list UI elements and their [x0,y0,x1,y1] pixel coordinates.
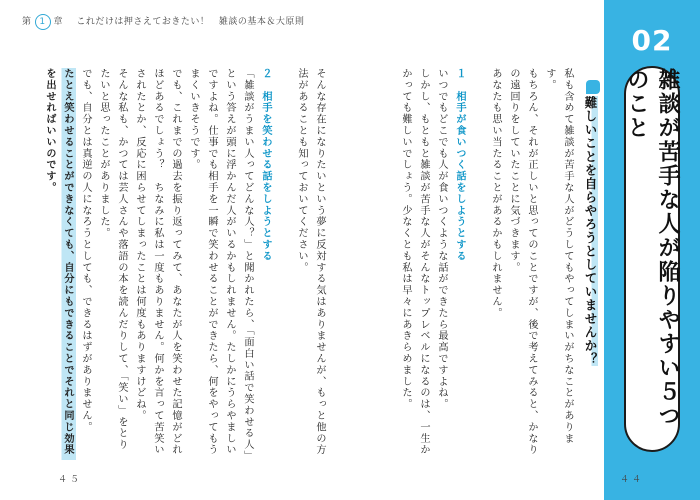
speech-bubble-icon [586,80,600,94]
paragraph: あなたも思い当たることがあるかもしれません。 [490,68,501,319]
paragraph: 「雑談がうまい人ってどんな人？」と聞かれたら、「面白い話で笑わせる人」という答えが頭に浮かんだ人がいるかもしれません。たしかにうらやましいですよね。仕事でも相手を一瞬で笑わせることができたら、何をやってもうまくいきそうです。 [188,68,253,457]
section-title: 雑談が苦手な人が陥りやすい５つのこと [624,68,680,428]
right-page-body [400,68,576,460]
left-page-body [38,68,328,460]
paragraph: でも、これまでの過去を振り返ってみて、あなたが人を笑わせた記憶がどれほどあるでしょう？ ちなみに私は一度もありません。何かを言って苦笑いされたとか、反応に困らせてしまったことは何度もありますけどね。 [134,68,181,456]
running-header [22,14,304,30]
paragraph: そんな存在になりたいという夢に反対する気はありませんが、もっと他の方法があることも知っておいてください。 [296,68,325,456]
paragraph: しかし、もともと雑談が苦手な人がそんなトップレベルになるのは、一生かかっても難しいでしょう。少なくとも私は早々にあきらめました。 [400,68,429,456]
section-number: 02 [631,24,673,57]
paragraph: そんな私も、かつては芸人さんや落語の本を読んだりして、「笑い」をとりたいと思ったことがありました。 [98,68,127,451]
section-title-box [624,66,680,452]
page-number-right: ４４ [620,475,645,485]
subheading-2: ２ 相手を笑わせる話をしようとする [260,68,271,262]
chapter-number: 1 [35,14,51,30]
paragraph: 私も含めて雑談が苦手な人がどうしてもやってしまいがちなことがあります。 [544,68,573,445]
chapter-title: これだけは押さえておきたい！ 雑談の基本＆大原則 [76,17,305,27]
section-heading [581,96,599,396]
section-heading-text: 難しいことを自らやろうとしていませんか？ [583,96,598,366]
chapter-suffix: 章 [53,17,64,27]
paragraph: いつでもどこでも人が食いつくような話ができたら最高ですよね。 [436,68,447,410]
paragraph: でも、自分とは真逆の人になろうとしても、できるはずがありません。 [80,68,91,433]
paragraph: もちろん、それが正しいと思ってのことですが、後で考えてみると、かなりの遠回りをしていたことに気づきます。 [508,68,537,456]
chapter-prefix: 第 [22,17,32,27]
highlighted-conclusion: たとえ笑わせることができなくても、自分にもできることでそれと同じ効果を出せればいいのです。 [40,68,76,460]
subheading-1: １ 相手が食いつく話をしようとする [454,68,465,262]
page-number-left: ４５ [58,475,83,485]
